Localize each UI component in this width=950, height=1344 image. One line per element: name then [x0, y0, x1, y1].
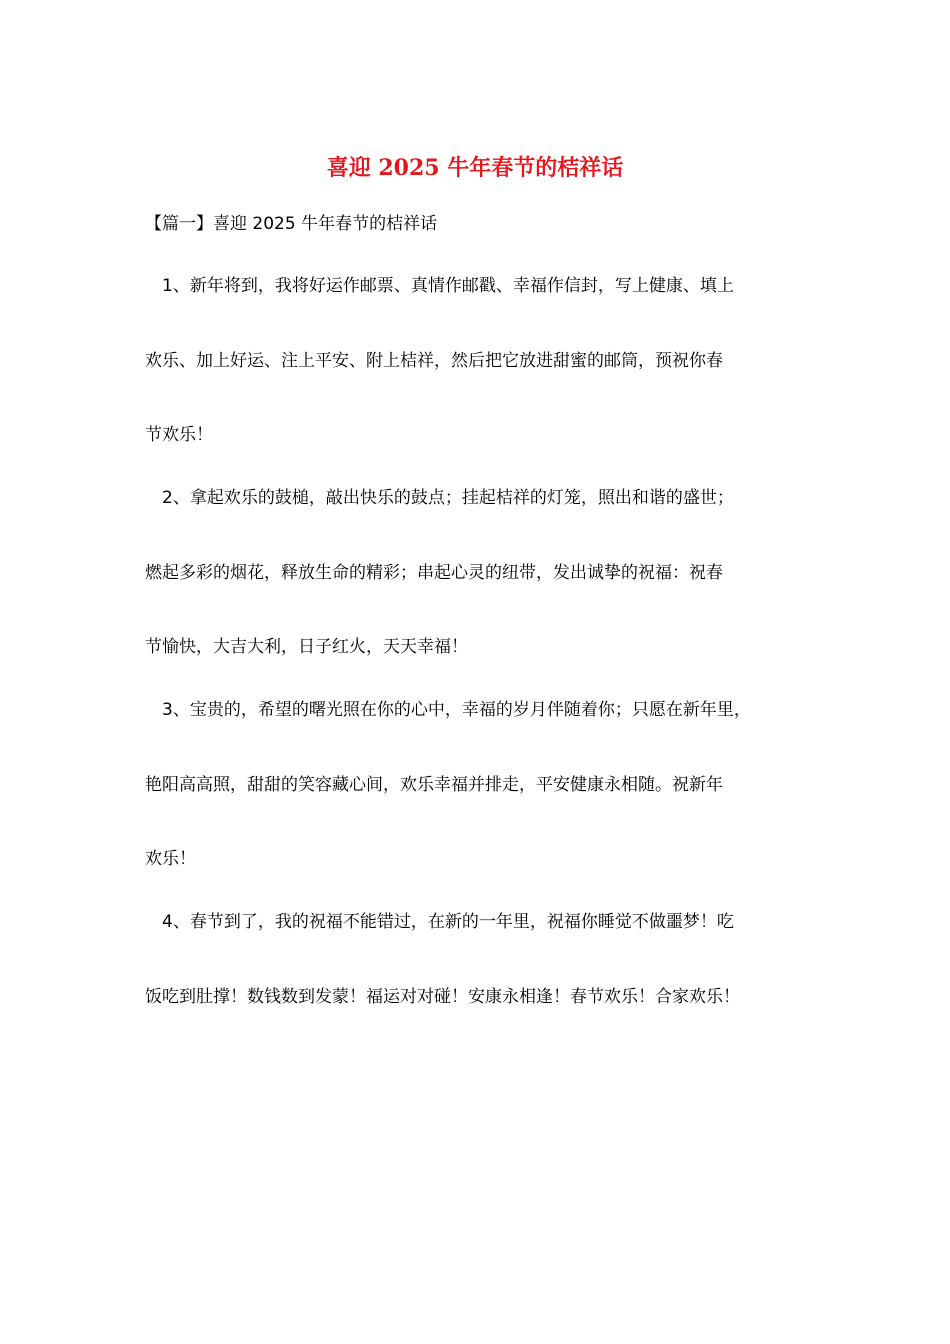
paragraph-3-line-3: 欢乐！ [145, 849, 196, 869]
paragraph-3-line-2: 艳阳高高照，甜甜的笑容藏心间，欢乐幸福并排走，平安健康永相随。祝新年 [145, 775, 723, 795]
paragraph-1-line-1: 1、新年将到，我将好运作邮票、真情作邮戳、幸福作信封，写上健康、填上 [162, 276, 734, 296]
paragraph-1-line-2: 欢乐、加上好运、注上平安、附上桔祥，然后把它放进甜蜜的邮筒，预祝你春 [145, 351, 723, 371]
paragraph-2-line-3: 节愉快，大吉大利，日子红火，天天幸福！ [145, 637, 468, 657]
document-title: 喜迎 2025 牛年春节的桔祥话 [326, 155, 624, 181]
paragraph-3-line-1: 3、宝贵的，希望的曙光照在你的心中，幸福的岁月伴随着你；只愿在新年里， [162, 700, 751, 720]
paragraph-4-line-1: 4、春节到了，我的祝福不能错过，在新的一年里，祝福你睡觉不做噩梦！吃 [162, 912, 734, 932]
paragraph-1-line-3: 节欢乐！ [145, 425, 213, 445]
section-heading: 【篇一】喜迎 2025 牛年春节的桔祥话 [145, 214, 438, 234]
paragraph-2-line-2: 燃起多彩的烟花，释放生命的精彩；串起心灵的纽带，发出诚挚的祝福：祝春 [145, 563, 723, 583]
paragraph-2-line-1: 2、拿起欢乐的鼓槌，敲出快乐的鼓点；挂起桔祥的灯笼，照出和谐的盛世； [162, 488, 734, 508]
paragraph-4-line-2: 饭吃到肚撑！数钱数到发蒙！福运对对碰！安康永相逢！春节欢乐！合家欢乐！ [145, 987, 740, 1007]
